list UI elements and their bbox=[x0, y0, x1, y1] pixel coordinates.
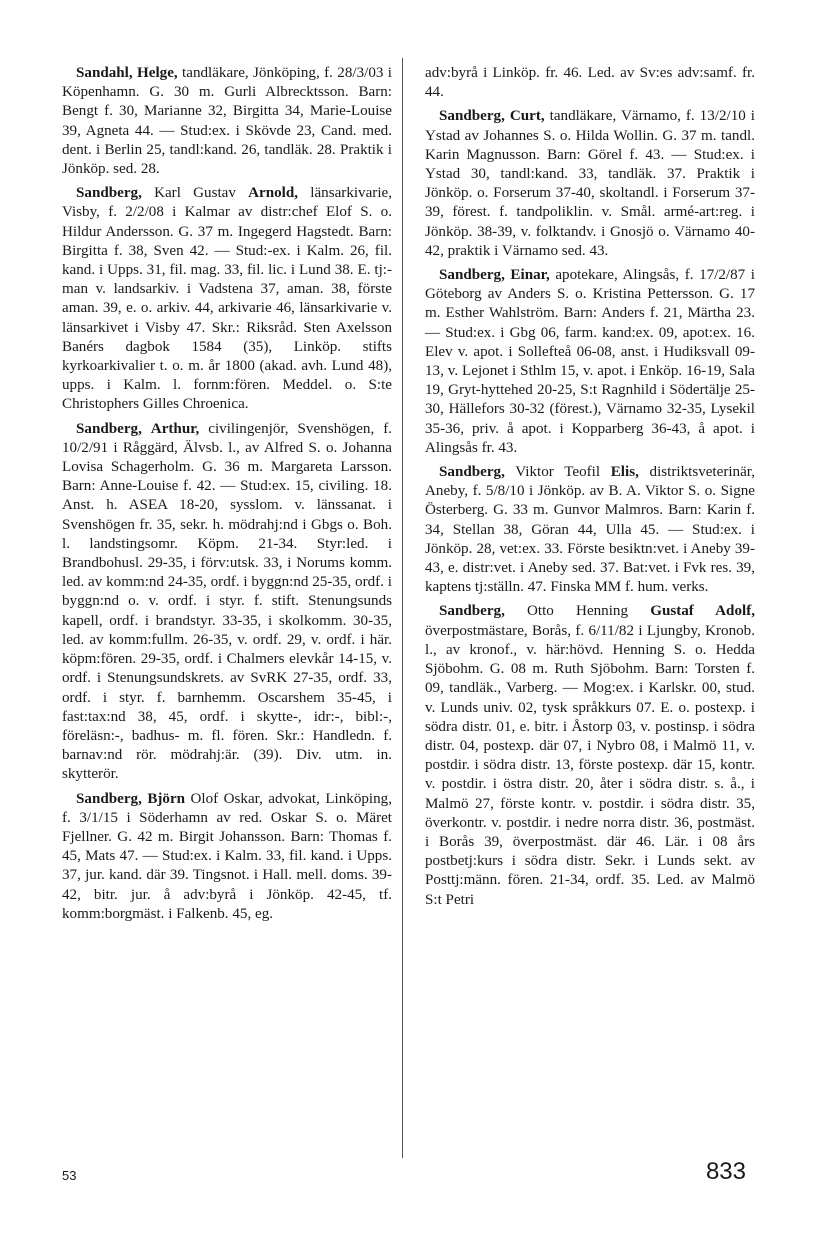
headword-name: Elis, bbox=[610, 464, 639, 481]
headword: Sandberg, bbox=[439, 464, 505, 481]
entry-text: adv:byrå i Linköp. fr. 46. Led. av Sv:es adv:samf. fr. 44. bbox=[425, 65, 755, 101]
right-column bbox=[425, 64, 755, 915]
entry-sandberg-elis bbox=[425, 463, 755, 597]
headword: Sandahl, Helge, bbox=[76, 65, 178, 81]
given-names: Karl Gustav bbox=[141, 185, 249, 202]
headword: Sandberg, Einar, bbox=[439, 267, 550, 284]
left-column bbox=[62, 64, 392, 929]
entry-text: tandläkare, Jönköping, f. 28/3/03 i Köpenhamn. G. 30 m. Gurli Albrecktsson. Barn: Bengt f. 30, Marianne 32, Birgitta 34, Marie-Louise 39, Agneta 44. — Stud:ex. i Skövde 23, Cand. med. dent. i Berlin 25, tandl:kand. 26, tandläk. 28. Praktik i Jönköp. sed. 28. bbox=[62, 65, 392, 178]
entry-sandberg-arthur bbox=[62, 420, 392, 785]
entry-continuation bbox=[425, 64, 755, 102]
headword-name: Arthur, bbox=[150, 420, 200, 437]
entry-text: överpostmästare, Borås, f. 6/11/82 i Ljungby, Kronob. l., av kronof., v. här:hövd. Henning S. o. Hedda Sjöbohm. G. 08 m. Ruth Sjöbohm. Barn: Torsten f. 09, tandläk., Varberg. — Mog:ex. i Karlskr. 00, stud. v. Lunds univ. 02, tysk språkkurs 07. E. o. postexp. i södra distr. 01, e. bitr. i Åstorp 03, v. postinsp. i södra distr. 04, postexp. där 07, i Nybro 08, i Malmö 11, v. postdir. i södra distr. 13, förste postexp. där 15, kontr. v. postdir. i östra distr. 20, åter i södra distr. s. å., i Malmö 27, förste kontr. v. postdir. i södra distr. 35, överkontr. v. postdir. i nedre norra distr. 36, postmäst. i Borås 39, överpostmäst. där 46. Lär. i 08 års postbetj:kurs i södra distr. Sekr. i Lunds sekt. av Posttj:männ. fören. 21-34, ordf. 35. Led. av Malmö S:t Petri bbox=[425, 622, 755, 908]
entry-text: distriktsveterinär, Aneby, f. 5/8/10 i Jönköp. av B. A. Viktor S. o. Signe Österberg. G. 33 m. Gunvor Malmros. Barn: Karin f. 34, Stellan 38, Göran 44, Ulla 45. — Stud:ex. i Jönköp. 28, vet:ex. 33. Förste besiktn:vet. i Aneby 39-43, e. distr:vet. i Aneby sed. 37. Bat:vet. i Fvk res. 39, kaptens tj:ställn. 47. Finska MM f. hum. verks. bbox=[425, 464, 755, 596]
entry-sandberg-bjorn bbox=[62, 790, 392, 924]
signature-mark: 53 bbox=[62, 1168, 77, 1183]
entry-text: tandläkare, Värnamo, f. 13/2/10 i Ystad av Johannes S. o. Hilda Wollin. G. 37 m. tandl. Karin Magnusson. Barn: Görel f. 43. — Stud:ex. i Ystad 30, tandl:kand. 33, tandläk. 37. Praktik i Jönköp. o. Forserum 37-40, skoltandl. i Forserum 37-39, förest. f. tandpoliklin. v. Smål. armé-art:reg. i Jönköp. 38-39, v. folktandv. i Gnosjö o. Värnamo 40-42, praktik i Värnamo sed. 43. bbox=[425, 108, 755, 259]
headword: Sandberg, bbox=[76, 420, 142, 437]
page-number: 833 bbox=[705, 1158, 746, 1185]
entry-text: civilingenjör, Svenshögen, f. 10/2/91 i Råggärd, Älvsb. l., av Alfred S. o. Johanna Lovisa Schagerholm. G. 36 m. Margareta Larsson. Barn: Anne-Louise f. 42. — Stud:ex. 15, civiling. 18. Anst. h. ASEA 18-20, sysslom. v. länssanat. i Svenshögen fr. 35, sekr. h. mödrahj:nd i Gbgs o. Boh. l. landstingsomr. Köpm. 21-34. Styr:led. i Brandbohusl. 29-35, i förv:utsk. 33, i Norums komm. led. av komm:nd 24-35, ordf. i byggn:nd 25-35, ordf. i byggn:nd o. v. ordf. i styr. f. stift. Stenungsunds kapell, ordf. i brandstyr. 33-35, i skolkomm. 30-35, led. av komm:fullm. 26-35, v. ordf. 29, v. ordf. i här. köpm:fören. 29-35, ordf. i Chalmers elevkår 14-15, v. ordf. i Stenungsundskrets. av SvRK 27-35, ordf. 33, ordf. i styr. f. barnhemm. Oscarshem 35-45, i fast:tax:nd 38, 45, ordf. i skytte-, idr:-, bibl:-, föreläsn:-, badhus- m. fl. fören. Skr.: Handledn. f. barnav:nd rör. mödrahj:är. (39). Div. utm. in. skytterör. bbox=[62, 420, 392, 783]
entry-sandahl-helge bbox=[62, 64, 392, 179]
headword: Sandberg, bbox=[76, 790, 142, 807]
headword-name: Gustaf Adolf, bbox=[650, 603, 755, 620]
column-divider bbox=[402, 58, 403, 1158]
entry-sandberg-einar bbox=[425, 266, 755, 458]
headword-name: Björn bbox=[147, 790, 186, 807]
given-names: Otto Henning bbox=[504, 603, 651, 620]
headword-name: Arnold, bbox=[248, 185, 299, 202]
headword: Sandberg, bbox=[439, 603, 505, 620]
entry-sandberg-gustaf-adolf bbox=[425, 602, 755, 909]
headword: Sandberg, Curt, bbox=[439, 108, 545, 125]
entry-text: länsarkivarie, Visby, f. 2/2/08 i Kalmar av distr:chef Elof S. o. Hildur Andersson. G. 37 m. Ingegerd Hagstedt. Barn: Birgitta f. 38, Sven 42. — Stud:-ex. i Kalm. 26, fil. kand. i Upps. 31, fil. mag. 33, fil. lic. i Lund 38. E. tj:-man v. landsarkiv. i Vadstena 37, aman. 38, förste aman. 39, e. o. arkiv. 44, arkivarie 46, länsarkivarie v. länsarkivet i Visby 47. Skr.: Riksråd. Sten Axelsson Banérs dagbok 1584 (35), Linköp. stifts kyrkoarkivalier t. o. m. år 1800 (akad. avh. Lund 48), upps. i Kalm. l. fornm:fören. Meddel. o. S:te Christophers Gilles Chroenica. bbox=[62, 185, 392, 413]
given-names bbox=[142, 421, 151, 437]
entry-sandberg-curt bbox=[425, 107, 755, 261]
entry-text: Olof Oskar, advokat, Linköping, f. 3/1/15 i Söderhamn av red. Oskar S. o. Märet Fjellner. G. 42 m. Birgit Johansson. Barn: Thomas f. 45, Mats 47. — Stud:ex. i Kalm. 33, fil. kand. i Upps. 37, jur. kand. där 39. Tingsnot. i Hall. mell. doms. 39-42, bitr. jur. å adv:byrå i Jönköp. 42-45, tf. komm:borgmäst. i Falkenb. 45, eg. bbox=[62, 790, 392, 922]
entry-sandberg-arnold bbox=[62, 184, 392, 414]
given-names: Viktor Teofil bbox=[504, 464, 611, 481]
entry-text: apotekare, Alingsås, f. 17/2/87 i Göteborg av Anders S. o. Kristina Pettersson. G. 17 m. Esther Wahlström. Barn: Anders f. 21, Märtha 23. — Stud:ex. i Gbg 06, farm. kand:ex. 09, apot:ex. 16. Elev v. apot. i Sollefteå 06-08, anst. i Hudiksvall 09-13, v. Lejonet i Sthlm 15, v. apot. i Enköp. 16-19, Sala 19, Gryt-hyttehed 20-25, S:t Ragnhild i Södertälje 25-30, Hällefors 30-32 (förest.), Värnamo 32-35, Lysekil 35-36, priv. å apot. i Kopparberg 36-43, å apot. i Alingsås fr. 43. bbox=[425, 267, 756, 456]
headword: Sandberg, bbox=[76, 185, 142, 202]
